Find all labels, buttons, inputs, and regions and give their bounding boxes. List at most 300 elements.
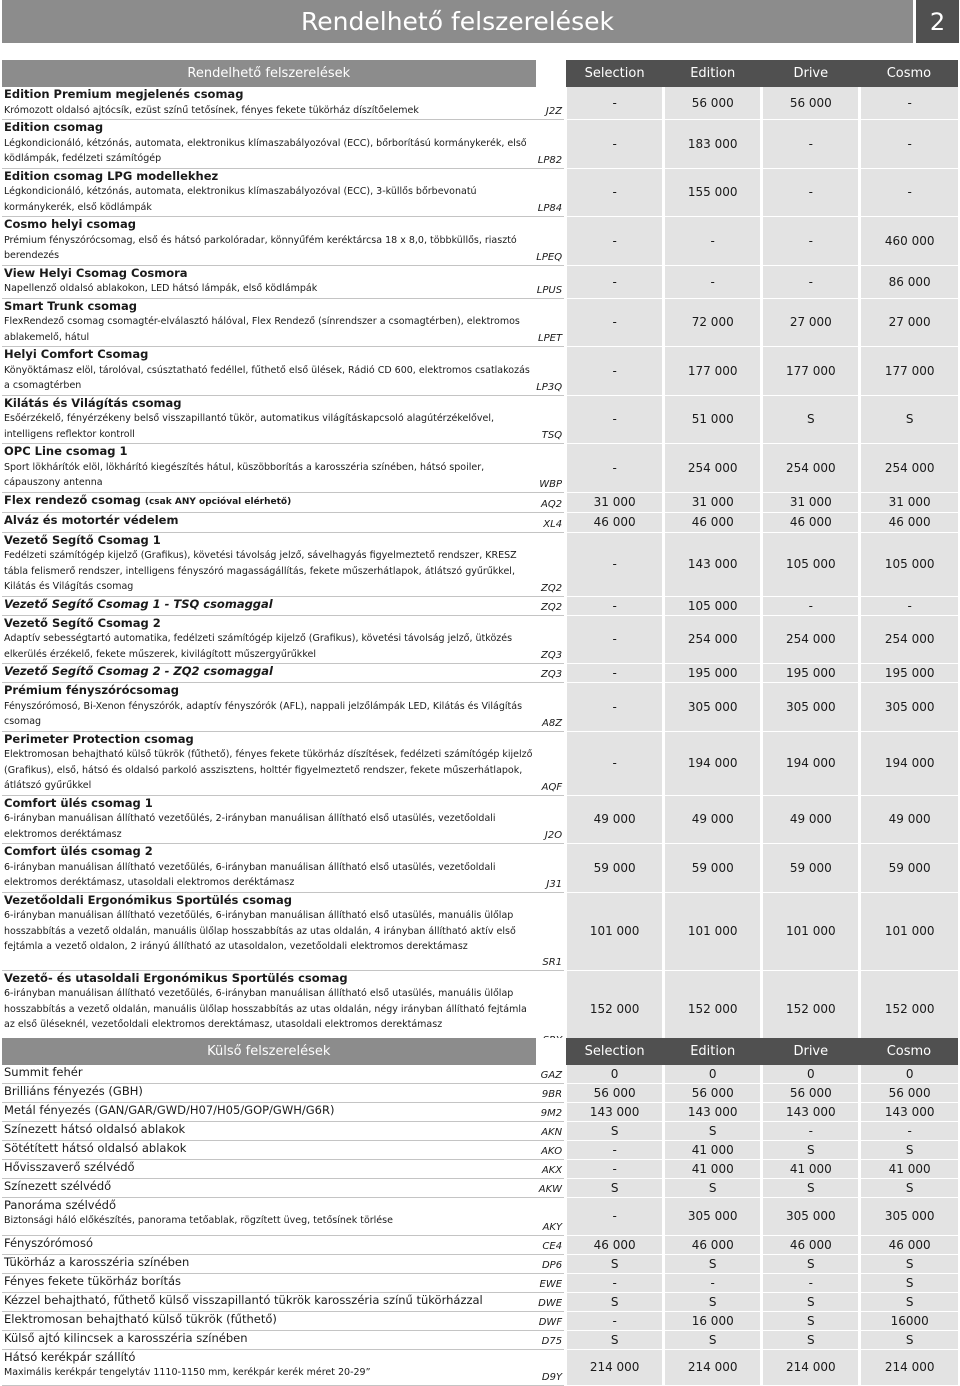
row-name: Helyi Comfort Csomag [4, 347, 149, 361]
row-name: Színezett szélvédő [4, 1178, 112, 1193]
price-selection: 49 000 [566, 795, 664, 844]
price-drive: 46 000 [762, 1235, 860, 1254]
price-edition: 72 000 [664, 298, 762, 347]
option-code: LP82 [536, 120, 566, 169]
table-row [2, 1083, 958, 1102]
price-selection: - [566, 168, 664, 217]
option-code: LPET [536, 298, 566, 347]
column-header-edition: Edition [664, 1038, 762, 1065]
price-cosmo: S [860, 395, 958, 444]
table-row [2, 217, 958, 266]
table-row [2, 168, 958, 217]
price-selection: - [566, 731, 664, 795]
price-cosmo: - [860, 87, 958, 120]
price-edition: 31 000 [664, 492, 762, 512]
row-detail: Napellenző oldalsó ablakokon, LED hátsó lámpák, első ködlámpák [4, 283, 318, 294]
price-cosmo: 56 000 [860, 1083, 958, 1102]
price-cosmo: 152 000 [860, 970, 958, 1048]
row-name: Hátsó kerékpár szállító [4, 1349, 136, 1364]
price-edition: S [664, 1330, 762, 1349]
price-selection: 59 000 [566, 844, 664, 893]
price-selection: - [566, 1311, 664, 1330]
column-header-drive: Drive [762, 1038, 860, 1065]
table-row [2, 844, 958, 893]
option-code: 9BR [536, 1083, 566, 1102]
row-detail: Esőérzékelő, fényérzékeny belső visszapillantó tükör, automatikus világításkapcsoló alagútérzékelővel, intelligens reflektor kontroll [4, 413, 494, 440]
price-selection: 214 000 [566, 1349, 664, 1385]
price-selection: - [566, 1273, 664, 1292]
price-cosmo: S [860, 1273, 958, 1292]
price-drive: S [762, 395, 860, 444]
price-edition: 214 000 [664, 1349, 762, 1385]
option-code: TSQ [536, 395, 566, 444]
price-cosmo: 177 000 [860, 347, 958, 396]
row-detail: FlexRendező csomag csomagtér-elválasztó hálóval, Flex Rendező (sínrendszer a csomagtérben), elektromos ablakemelő, hátul [4, 316, 520, 343]
row-description [2, 1083, 536, 1102]
price-selection: - [566, 615, 664, 664]
column-header-edition: Edition [664, 60, 762, 87]
row-name: Vezető- és utasoldali Ergonómikus Sportülés csomag [4, 970, 348, 985]
row-detail: Prémium fényszórócsomag, első és hátsó parkolóradar, könnyűfém keréktárcsa 18 x 8,0, többküllős, riasztó berendezés [4, 234, 517, 261]
row-description [2, 217, 536, 266]
price-selection: - [566, 444, 664, 493]
row-detail: Sport lökhárítók elöl, lökhárító kiegészítés hátul, küszöbborítás a karosszéria színében, hátsó spoiler, cápauszony antenna [4, 461, 485, 488]
price-edition: 195 000 [664, 664, 762, 683]
row-description [2, 1140, 536, 1159]
option-code: A8Z [536, 683, 566, 732]
option-code: CE4 [536, 1235, 566, 1254]
table-row [2, 1197, 958, 1235]
price-selection: S [566, 1292, 664, 1311]
price-selection: - [566, 347, 664, 396]
price-drive: 59 000 [762, 844, 860, 893]
price-cosmo: S [860, 1178, 958, 1197]
table-row [2, 664, 958, 683]
price-selection: 31 000 [566, 492, 664, 512]
table-row [2, 1235, 958, 1254]
table-row [2, 444, 958, 493]
price-cosmo: 59 000 [860, 844, 958, 893]
price-edition: 254 000 [664, 615, 762, 664]
price-drive: 56 000 [762, 1083, 860, 1102]
option-code: J2O [536, 795, 566, 844]
option-code: LPEQ [536, 217, 566, 266]
row-name: Fényes fekete tükörház borítás [4, 1273, 182, 1288]
row-detail: Elektromosan behajtható külső tükrök (fűthető), fényes fekete tükörház díszítések, fedélzeti számítógép kijelző (Grafikus), első, hátsó és oldalsó parkoló asszisztens, holttér figyelmeztető rendszer, fekete műszerhátlapok, átlátszó gyűrűkkel [4, 749, 533, 791]
row-description [2, 1121, 536, 1140]
price-edition: - [664, 1273, 762, 1292]
row-description [2, 265, 536, 298]
row-name: Vezető Segítő Csomag 2 [4, 615, 161, 630]
price-drive: - [762, 1121, 860, 1140]
price-edition: - [664, 217, 762, 266]
row-description [2, 168, 536, 217]
price-selection: 46 000 [566, 1235, 664, 1254]
column-header-cosmo: Cosmo [860, 60, 958, 87]
table-row [2, 1292, 958, 1311]
row-detail: 6-irányban manuálisan állítható vezetőülés, 6-irányban manuálisan állítható első utasülés, vezetőoldali elektromos deréktámasz, utasoldali elektromos deréktámasz [4, 861, 496, 888]
table-row [2, 1330, 958, 1349]
row-name: Flex rendező csomag (csak ANY opcióval elérhető) [4, 492, 292, 507]
row-description [2, 664, 536, 683]
price-drive: S [762, 1292, 860, 1311]
price-selection: 46 000 [566, 512, 664, 532]
price-selection: S [566, 1178, 664, 1197]
price-drive: 46 000 [762, 512, 860, 532]
option-code: DWE [536, 1292, 566, 1311]
option-code: J2Z [536, 87, 566, 120]
row-description [2, 1235, 536, 1254]
option-code: LPUS [536, 265, 566, 298]
price-edition: 105 000 [664, 596, 762, 615]
table-row [2, 512, 958, 532]
price-cosmo: 31 000 [860, 492, 958, 512]
price-cosmo: 460 000 [860, 217, 958, 266]
price-cosmo: S [860, 1140, 958, 1159]
row-name: Edition csomag [4, 120, 104, 134]
table-row [2, 1349, 958, 1385]
price-cosmo: 49 000 [860, 795, 958, 844]
price-selection: - [566, 120, 664, 169]
price-edition: 305 000 [664, 683, 762, 732]
table-row [2, 87, 958, 120]
price-drive: S [762, 1178, 860, 1197]
option-code: D9Y [536, 1349, 566, 1385]
option-code: 9M2 [536, 1102, 566, 1121]
price-cosmo: - [860, 120, 958, 169]
row-description [2, 512, 536, 532]
price-cosmo: 214 000 [860, 1349, 958, 1385]
option-code: DWF [536, 1311, 566, 1330]
row-description [2, 1349, 536, 1385]
price-selection: - [566, 87, 664, 120]
price-cosmo: 254 000 [860, 444, 958, 493]
option-code: WBP [536, 444, 566, 493]
option-code: AKX [536, 1159, 566, 1178]
price-edition: 254 000 [664, 444, 762, 493]
price-cosmo: 16000 [860, 1311, 958, 1330]
price-edition: 46 000 [664, 512, 762, 532]
price-selection: - [566, 1159, 664, 1178]
table-row [2, 683, 958, 732]
option-code: J31 [536, 844, 566, 893]
price-edition: 143 000 [664, 1102, 762, 1121]
price-cosmo: S [860, 1330, 958, 1349]
price-selection: - [566, 217, 664, 266]
option-code: AKW [536, 1178, 566, 1197]
price-selection: S [566, 1121, 664, 1140]
row-detail: 6-irányban manuálisan állítható vezetőülés, 6-irányban manuálisan állítható első utasülés, manuális ülőlap hosszabbítás a vezető oldalán, manuális ülőlap hosszabbítás az utas oldalán, négy irányban állítható fejtámla az első üléseknél, vezetőoldali elektromos derektámasz, utasoldali elektromos derektámasz [4, 988, 527, 1030]
option-code: GAZ [536, 1065, 566, 1083]
price-selection: S [566, 1254, 664, 1273]
row-name: Külső ajtó kilincsek a karosszéria színében [4, 1330, 248, 1345]
price-drive: 105 000 [762, 532, 860, 596]
section-title: Rendelhető felszerelések [2, 60, 536, 87]
table-row [2, 1102, 958, 1121]
price-cosmo: 195 000 [860, 664, 958, 683]
row-description [2, 1273, 536, 1292]
price-drive: 195 000 [762, 664, 860, 683]
price-drive: - [762, 596, 860, 615]
row-description [2, 444, 536, 493]
row-detail: Légkondicionáló, kétzónás, automata, elektronikus klímaszabályozóval (ECC), bőrborítású kormánykerék, első ködlámpák, fedélzeti számítógép [4, 137, 527, 164]
price-cosmo: 105 000 [860, 532, 958, 596]
price-edition: 101 000 [664, 892, 762, 970]
table-row [2, 1311, 958, 1330]
row-description [2, 532, 536, 596]
table-row [2, 265, 958, 298]
option-code: SR1 [536, 892, 566, 970]
row-name: Elektromosan behajtható külső tükrök (fűthető) [4, 1311, 277, 1326]
price-selection: - [566, 664, 664, 683]
price-edition: 177 000 [664, 347, 762, 396]
option-code: ZQ3 [536, 615, 566, 664]
row-detail: Fedélzeti számítógép kijelző (Grafikus), követési távolság jelző, sávelhagyás figyelmeztető rendszer, KRESZ tábla felismerő rendszer, intelligens fényszóró magasságállítás, fekete műszerhátlapok, átlátszó gyűrűkkel, Kilátás és Világítás csomag [4, 550, 517, 592]
table-row [2, 1254, 958, 1273]
row-description [2, 844, 536, 893]
price-drive: 194 000 [762, 731, 860, 795]
row-name: Summit fehér [4, 1065, 83, 1079]
price-cosmo: - [860, 1121, 958, 1140]
row-name: Edition csomag LPG modellekhez [4, 168, 219, 183]
price-drive: S [762, 1311, 860, 1330]
option-code: D75 [536, 1330, 566, 1349]
price-edition: 51 000 [664, 395, 762, 444]
row-description [2, 615, 536, 664]
price-selection: 143 000 [566, 1102, 664, 1121]
row-name: Vezető Segítő Csomag 2 - ZQ2 csomaggal [4, 664, 273, 678]
option-code: DP6 [536, 1254, 566, 1273]
price-cosmo: 305 000 [860, 683, 958, 732]
price-cosmo: 46 000 [860, 512, 958, 532]
table-row [2, 1273, 958, 1292]
table-row [2, 1178, 958, 1197]
row-description [2, 1065, 536, 1083]
price-edition: 305 000 [664, 1197, 762, 1235]
row-name: Panoráma szélvédő [4, 1197, 116, 1212]
option-code: AQ2 [536, 492, 566, 512]
column-header-selection: Selection [566, 1038, 664, 1065]
row-description [2, 1159, 536, 1178]
price-edition: 183 000 [664, 120, 762, 169]
row-description [2, 395, 536, 444]
page-number: 2 [916, 0, 959, 43]
price-drive: - [762, 168, 860, 217]
row-name: Cosmo helyi csomag [4, 217, 136, 231]
price-drive: 27 000 [762, 298, 860, 347]
price-edition: 152 000 [664, 970, 762, 1048]
column-header-cosmo: Cosmo [860, 1038, 958, 1065]
option-code: ZQ2 [536, 596, 566, 615]
row-description [2, 492, 536, 512]
price-edition: S [664, 1178, 762, 1197]
price-selection: - [566, 596, 664, 615]
page-title: Rendelhető felszerelések [2, 0, 913, 43]
price-cosmo: S [860, 1254, 958, 1273]
row-name: Hővisszaverő szélvédő [4, 1159, 135, 1174]
table-row [2, 596, 958, 615]
price-cosmo: 143 000 [860, 1102, 958, 1121]
price-drive: 305 000 [762, 1197, 860, 1235]
price-selection: - [566, 683, 664, 732]
price-drive: 214 000 [762, 1349, 860, 1385]
price-edition: S [664, 1254, 762, 1273]
price-drive: 177 000 [762, 347, 860, 396]
option-code: AQF [536, 731, 566, 795]
price-selection: 56 000 [566, 1083, 664, 1102]
row-name: Színezett hátsó oldalsó ablakok [4, 1121, 186, 1136]
price-cosmo: 254 000 [860, 615, 958, 664]
price-cosmo: S [860, 1292, 958, 1311]
table-row [2, 492, 958, 512]
row-name: Vezetőoldali Ergonómikus Sportülés csomag [4, 892, 292, 907]
price-edition: 41 000 [664, 1140, 762, 1159]
price-drive: - [762, 265, 860, 298]
column-header-selection: Selection [566, 60, 664, 87]
price-cosmo: 0 [860, 1065, 958, 1083]
row-name: OPC Line csomag 1 [4, 444, 128, 458]
price-drive: 56 000 [762, 87, 860, 120]
price-selection: S [566, 1330, 664, 1349]
price-selection: 0 [566, 1065, 664, 1083]
row-name: Smart Trunk csomag [4, 298, 138, 313]
price-selection: - [566, 532, 664, 596]
row-detail: Maximális kerékpár tengelytáv 1110-1150 mm, kerékpár kerék méret 20-29” [4, 1367, 371, 1378]
price-cosmo: 27 000 [860, 298, 958, 347]
price-drive: 152 000 [762, 970, 860, 1048]
price-selection: - [566, 1197, 664, 1235]
row-description [2, 1197, 536, 1235]
row-name: Metál fényezés (GAN/GAR/GWD/H07/H05/GOP/GWH/G6R) [4, 1102, 335, 1117]
row-name: Perimeter Protection csomag [4, 731, 194, 746]
row-description [2, 1311, 536, 1330]
section-title: Külső felszerelések [2, 1038, 536, 1065]
row-description [2, 1102, 536, 1121]
price-edition: 155 000 [664, 168, 762, 217]
table-row [2, 1140, 958, 1159]
table-row [2, 892, 958, 970]
table-row [2, 1121, 958, 1140]
row-description [2, 1330, 536, 1349]
row-description [2, 347, 536, 396]
row-name: Alváz és motortér védelem [4, 512, 179, 527]
option-code: LP84 [536, 168, 566, 217]
price-selection: - [566, 265, 664, 298]
row-detail: 6-irányban manuálisan állítható vezetőülés, 6-irányban manuálisan állítható első utasülés, manuális ülőlap hosszabbítás a vezető oldalán, manuális ülőlap hosszabbítás az utas oldalán, 4 irányban állítható aktív első fejtámla a vezető oldalon, 2 irányú állítható az utasoldalon, vezetőoldali elektromos derektámasz [4, 910, 516, 952]
row-detail: Könyöktámasz elöl, tárolóval, csúsztatható fedéllel, fűthető első ülések, Rádió CD 600, elektromos csatlakozás a csomagtérben [4, 364, 530, 391]
table-row [2, 795, 958, 844]
price-edition: 46 000 [664, 1235, 762, 1254]
table-row [2, 395, 958, 444]
row-description [2, 683, 536, 732]
price-edition: 56 000 [664, 1083, 762, 1102]
table-row [2, 532, 958, 596]
row-detail: Légkondicionáló, kétzónás, automata, elektronikus klímaszabályozóval (ECC), 3-küllős bőrbevonatú kormánykerék, első ködlámpák [4, 186, 477, 213]
price-edition: 59 000 [664, 844, 762, 893]
price-edition: 143 000 [664, 532, 762, 596]
option-code: AKN [536, 1121, 566, 1140]
row-name: Kilátás és Világítás csomag [4, 395, 182, 410]
price-cosmo: - [860, 596, 958, 615]
price-drive: 49 000 [762, 795, 860, 844]
price-drive: - [762, 217, 860, 266]
row-detail: 6-irányban manuálisan állítható vezetőülés, 2-irányban manuálisan állítható első utasülés, vezetőoldali elektromos deréktámasz [4, 813, 496, 840]
price-selection: - [566, 298, 664, 347]
price-drive: 254 000 [762, 444, 860, 493]
table-row [2, 298, 958, 347]
price-edition: S [664, 1292, 762, 1311]
row-note: (csak ANY opcióval elérhető) [144, 496, 292, 507]
table-row [2, 615, 958, 664]
row-name: Comfort ülés csomag 1 [4, 795, 153, 810]
row-detail: Fényszórómosó, Bi-Xenon fényszórók, adaptív fényszórók (AFL), nappali jelzőlámpák LED, Kilátás és Világítás csomag [4, 700, 523, 727]
row-description [2, 1178, 536, 1197]
row-name: Tükörház a karosszéria színében [4, 1254, 190, 1269]
option-code: AKO [536, 1140, 566, 1159]
price-cosmo: 41 000 [860, 1159, 958, 1178]
price-drive: 101 000 [762, 892, 860, 970]
price-drive: S [762, 1140, 860, 1159]
table-row [2, 970, 958, 1048]
table-row [2, 1065, 958, 1083]
price-drive: 143 000 [762, 1102, 860, 1121]
option-code: ZQ3 [536, 664, 566, 683]
price-edition: S [664, 1121, 762, 1140]
price-selection: - [566, 395, 664, 444]
price-cosmo: 305 000 [860, 1197, 958, 1235]
row-description [2, 87, 536, 120]
table-row [2, 731, 958, 795]
row-description [2, 1254, 536, 1273]
price-edition: 41 000 [664, 1159, 762, 1178]
row-name: Fényszórómosó [4, 1235, 93, 1250]
option-code: XL4 [536, 512, 566, 532]
table-row [2, 1159, 958, 1178]
price-drive: 305 000 [762, 683, 860, 732]
row-description [2, 298, 536, 347]
price-drive: 31 000 [762, 492, 860, 512]
row-detail: Krómozott oldalsó ajtócsík, ezüst színű tetősínek, fényes fekete tükörház díszítőelemek [4, 104, 419, 116]
column-header-drive: Drive [762, 60, 860, 87]
price-edition: 194 000 [664, 731, 762, 795]
row-name: Edition Premium megjelenés csomag [4, 87, 244, 101]
price-edition: 49 000 [664, 795, 762, 844]
row-description [2, 731, 536, 795]
price-edition: - [664, 265, 762, 298]
row-description [2, 970, 536, 1048]
price-cosmo: - [860, 168, 958, 217]
row-name: Vezető Segítő Csomag 1 - TSQ csomaggal [4, 596, 273, 611]
row-detail: Adaptív sebességtartó automatika, fedélzeti számítógép kijelző (Grafikus), követési távolság jelző, ütközés elkerülés érzékelő, fekete műszerek, kivilágított műszergyűrűkkel [4, 633, 513, 660]
row-detail: Biztonsági háló előkészítés, panorama tetőablak, rögzített üveg, tetősínek törlése [4, 1215, 393, 1226]
row-name: Kézzel behajtható, fűthető külső visszapillantó tükrök karosszéria színű tükörházzal [4, 1292, 483, 1307]
price-edition: 16 000 [664, 1311, 762, 1330]
price-cosmo: 86 000 [860, 265, 958, 298]
row-description [2, 596, 536, 615]
price-drive: 0 [762, 1065, 860, 1083]
row-description [2, 795, 536, 844]
row-description [2, 892, 536, 970]
price-drive: S [762, 1254, 860, 1273]
price-drive: - [762, 1273, 860, 1292]
price-drive: S [762, 1330, 860, 1349]
price-drive: 41 000 [762, 1159, 860, 1178]
row-name: Prémium fényszórócsomag [4, 683, 180, 697]
price-drive: - [762, 120, 860, 169]
row-name: Brilliáns fényezés (GBH) [4, 1083, 143, 1098]
price-drive: 254 000 [762, 615, 860, 664]
price-selection: 101 000 [566, 892, 664, 970]
